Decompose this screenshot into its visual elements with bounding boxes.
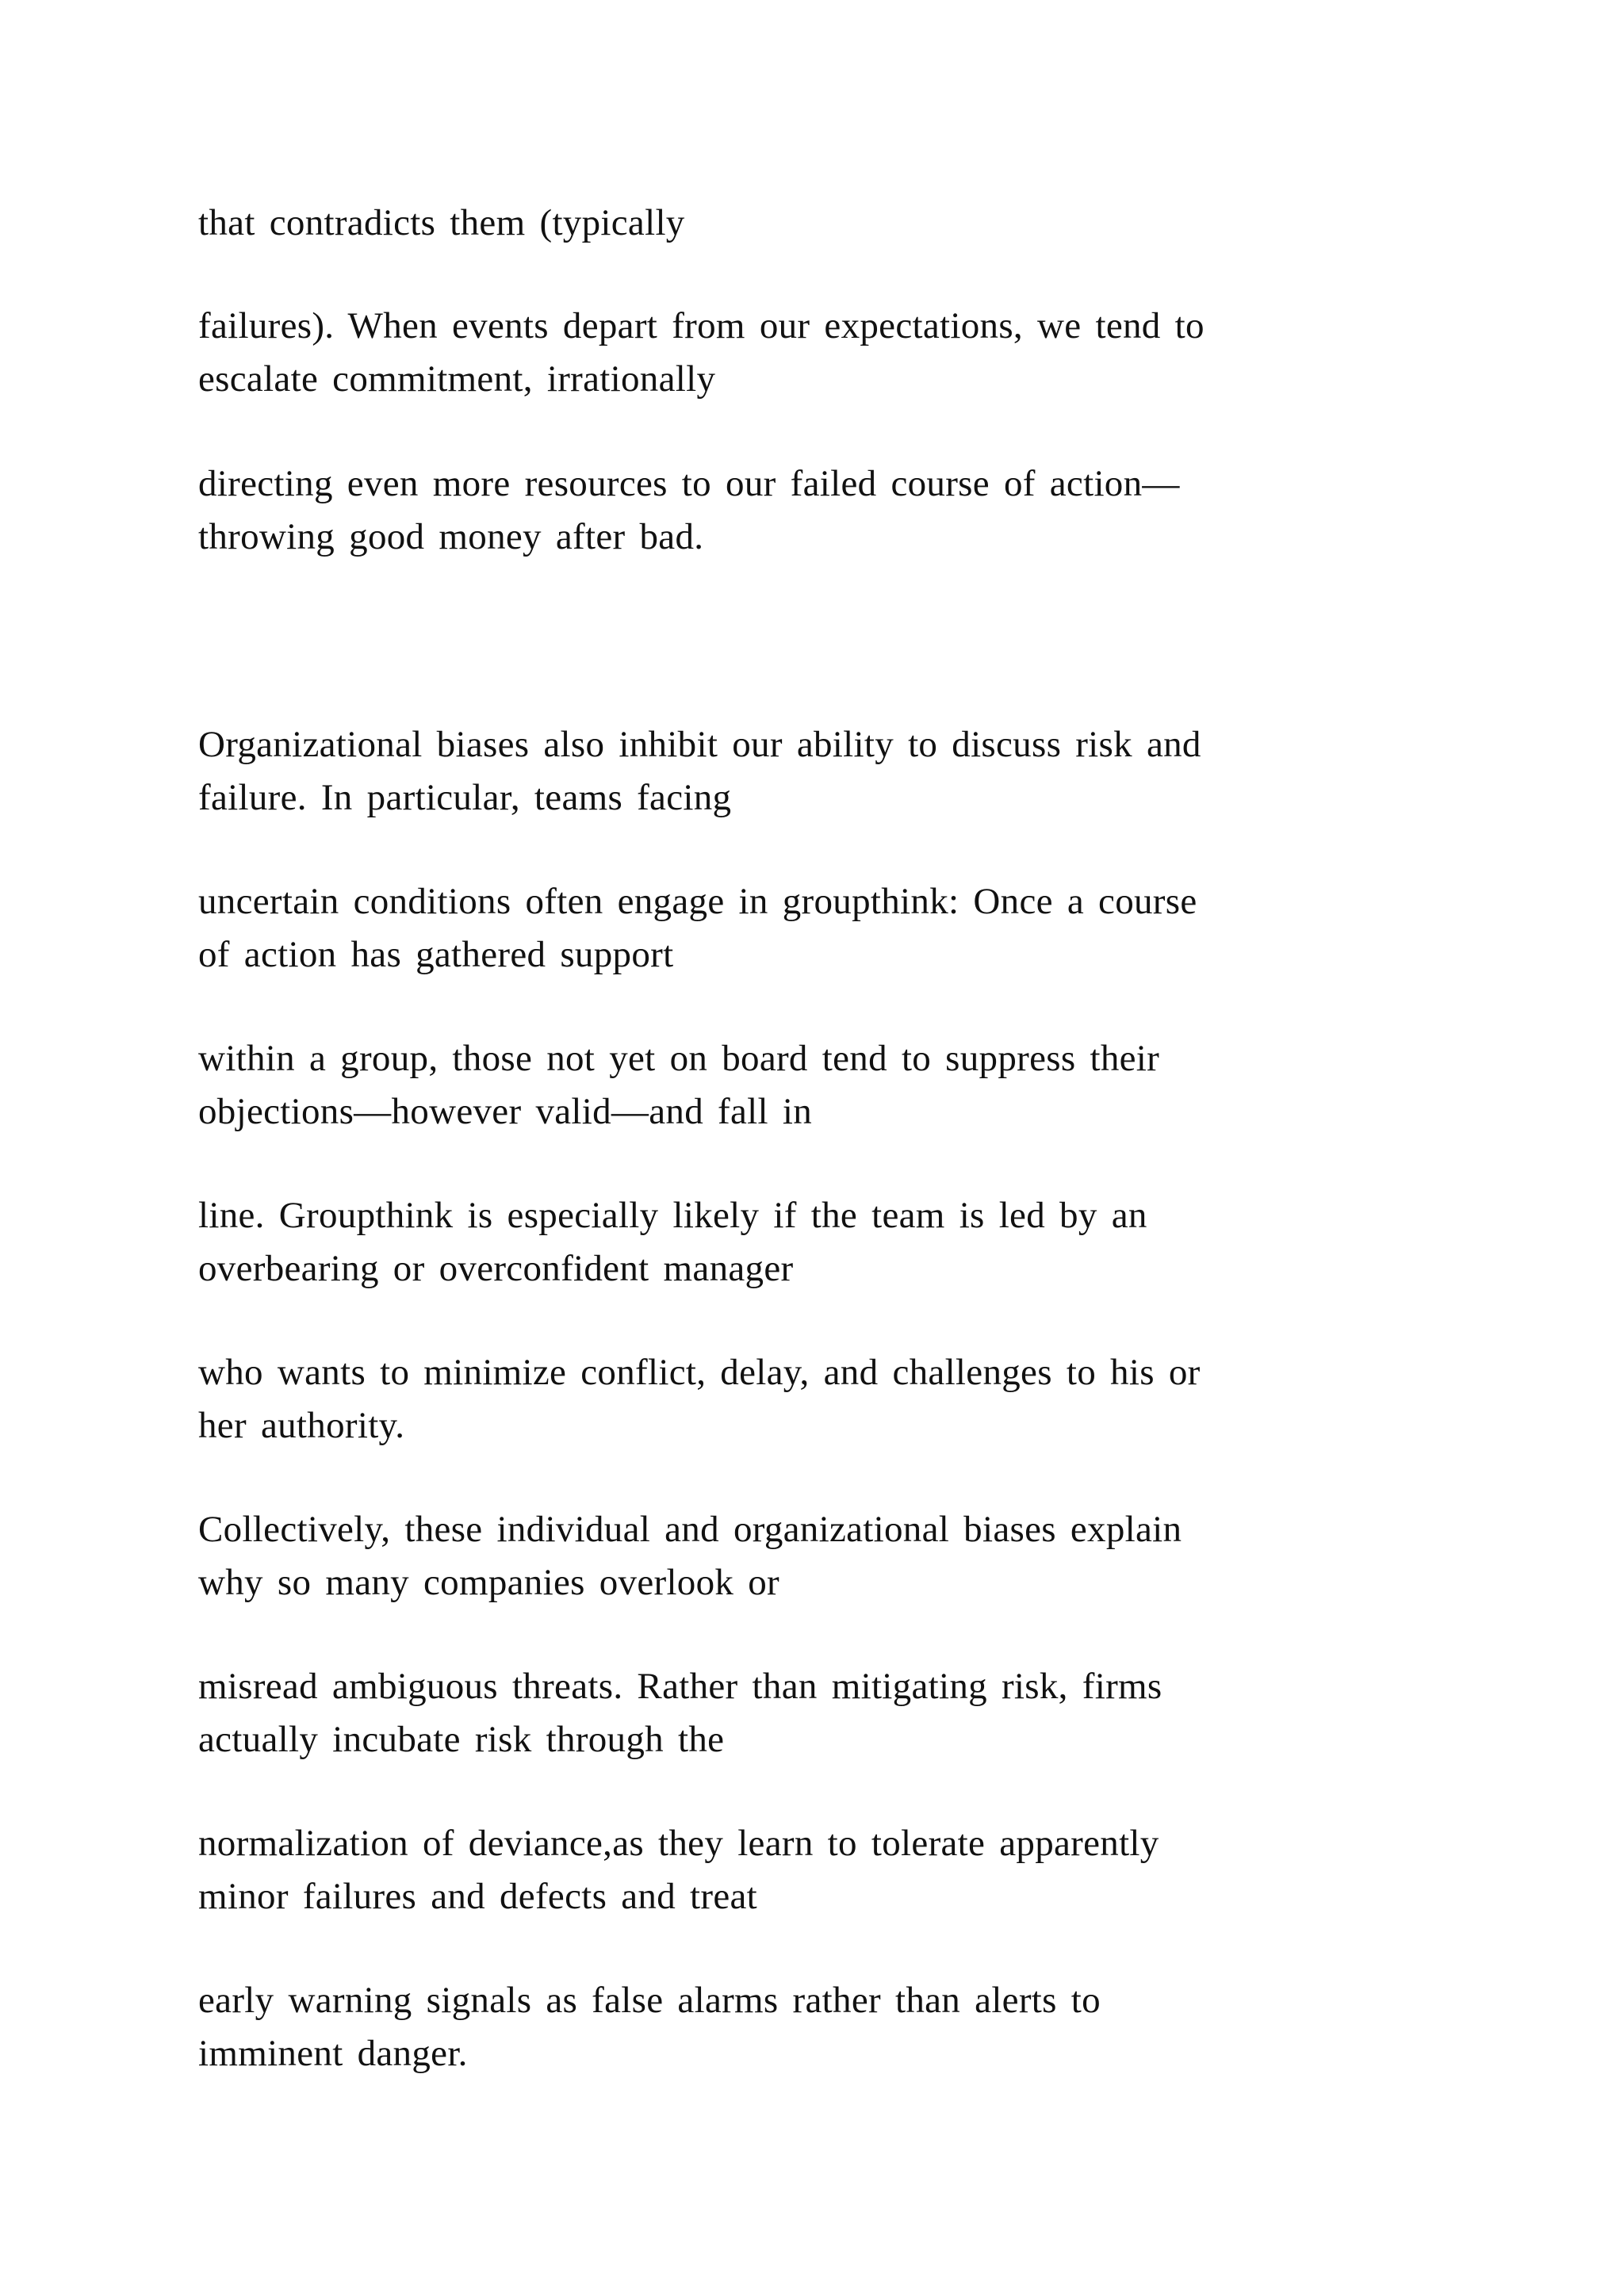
text-line: Organizational biases also inhibit our ability to discuss risk and — [198, 724, 1201, 765]
text-line: that contradicts them (typically — [198, 202, 685, 243]
text-line: failure. In particular, teams facing — [198, 777, 732, 818]
text-line: objections—however valid—and fall in — [198, 1091, 813, 1132]
paragraph-fragment-11 — [198, 1817, 1499, 1923]
paragraph-fragment-6 — [198, 1032, 1499, 1138]
paragraph-organizational-biases — [198, 718, 1499, 825]
paragraph-fragment-5 — [198, 875, 1499, 982]
text-line: overbearing or overconfident manager — [198, 1248, 794, 1289]
text-line: throwing good money after bad. — [198, 516, 704, 557]
text-line: escalate commitment, irrationally — [198, 358, 716, 400]
text-line: Collectively, these individual and organizational biases explain — [198, 1509, 1182, 1550]
paragraph-fragment-1 — [198, 197, 1499, 250]
paragraph-fragment-12 — [198, 1974, 1499, 2080]
text-line: her authority. — [198, 1405, 405, 1446]
paragraph-fragment-3 — [198, 457, 1499, 564]
paragraph-fragment-7 — [198, 1189, 1499, 1295]
paragraph-fragment-2 — [198, 300, 1499, 406]
text-line: why so many companies overlook or — [198, 1562, 780, 1603]
text-line: within a group, those not yet on board tend to suppress their — [198, 1038, 1160, 1079]
text-line: uncertain conditions often engage in groupthink: Once a course — [198, 881, 1197, 922]
paragraph-fragment-10 — [198, 1660, 1499, 1766]
paragraph-collectively — [198, 1503, 1499, 1609]
text-line: line. Groupthink is especially likely if the team is led by an — [198, 1195, 1147, 1236]
paragraph-fragment-8 — [198, 1346, 1499, 1452]
text-line: imminent danger. — [198, 2033, 468, 2074]
text-line: who wants to minimize conflict, delay, and challenges to his or — [198, 1352, 1201, 1393]
text-line: failures). When events depart from our expectations, we tend to — [198, 305, 1205, 346]
text-line: early warning signals as false alarms rather than alerts to — [198, 1980, 1101, 2021]
text-line: minor failures and defects and treat — [198, 1876, 758, 1917]
text-line: of action has gathered support — [198, 934, 674, 975]
text-line: normalization of deviance,as they learn to tolerate apparently — [198, 1823, 1159, 1864]
text-line: directing even more resources to our failed course of action— — [198, 463, 1180, 504]
text-line: actually incubate risk through the — [198, 1719, 725, 1760]
text-line: misread ambiguous threats. Rather than mitigating risk, firms — [198, 1666, 1162, 1707]
